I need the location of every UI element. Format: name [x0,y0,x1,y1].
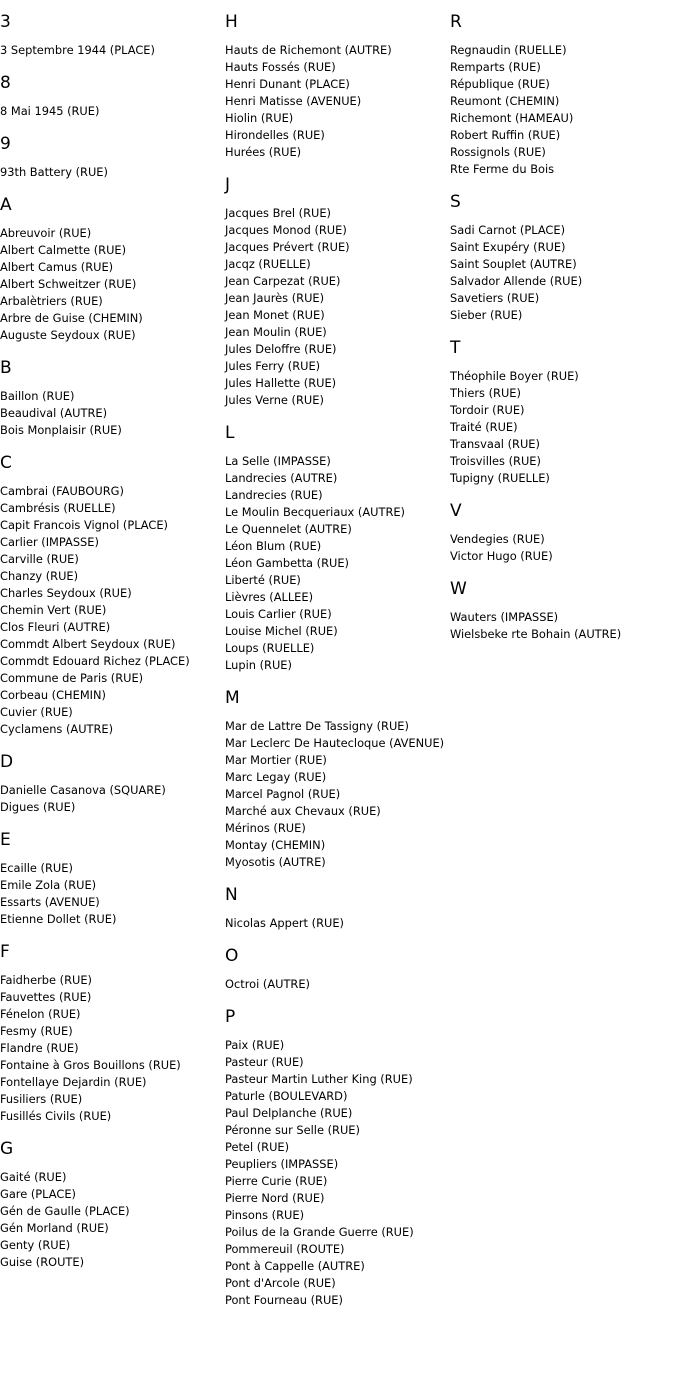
street-link[interactable]: Albert Calmette (RUE) [0,243,127,257]
letter-section [0,195,222,344]
letter-section [450,192,672,324]
street-link[interactable]: Fusillés Civils (RUE) [0,1109,112,1123]
letter-section [225,885,447,932]
street-link[interactable]: Pont à Cappelle (AUTRE) [225,1259,365,1273]
street-link[interactable]: Gare (PLACE) [0,1187,76,1201]
street-link[interactable]: Guise (ROUTE) [0,1255,85,1269]
letter-heading: V [450,501,462,521]
letter-section [0,942,222,1125]
street-link[interactable]: Mérinos (RUE) [225,821,306,835]
street-link[interactable]: Robert Ruffin (RUE) [450,128,561,142]
street-link[interactable]: Saint Exupéry (RUE) [450,240,566,254]
letter-heading: E [0,830,11,850]
street-link[interactable]: Jean Moulin (RUE) [225,325,327,339]
letter-heading: H [225,12,238,32]
street-link[interactable]: Jules Deloffre (RUE) [225,342,337,356]
street-link[interactable]: Louise Michel (RUE) [225,624,338,638]
letter-section [0,830,222,928]
letter-heading: M [225,688,240,708]
street-link[interactable]: Saint Souplet (AUTRE) [450,257,577,271]
street-link[interactable]: Auguste Seydoux (RUE) [0,328,136,342]
street-link[interactable]: Hauts de Richemont (AUTRE) [225,43,392,57]
street-link[interactable]: Cuvier (RUE) [0,705,73,719]
street-index-column-1 [0,0,222,1285]
street-link[interactable]: Beaudival (AUTRE) [0,406,108,420]
street-link[interactable]: Wielsbeke rte Bohain (AUTRE) [450,627,622,641]
street-link[interactable]: Fontaine à Gros Bouillons (RUE) [0,1058,181,1072]
street-link[interactable]: Paul Delplanche (RUE) [225,1106,353,1120]
street-link[interactable]: Hirondelles (RUE) [225,128,325,142]
street-link[interactable]: Essarts (AVENUE) [0,895,100,909]
street-link[interactable]: Rossignols (RUE) [450,145,546,159]
street-link[interactable]: Théophile Boyer (RUE) [450,369,579,383]
street-list [450,609,672,643]
street-list [225,453,447,674]
letter-section [0,134,222,181]
street-link[interactable]: Poilus de la Grande Guerre (RUE) [225,1225,414,1239]
street-link[interactable]: Arbre de Guise (CHEMIN) [0,311,143,325]
street-link[interactable]: Abreuvoir (RUE) [0,226,92,240]
letter-heading: B [0,358,12,378]
street-link[interactable]: Arbalètriers (RUE) [0,294,103,308]
street-list [450,531,672,565]
street-list [225,718,447,871]
street-link[interactable]: Pierre Curie (RUE) [225,1174,328,1188]
letter-section [450,579,672,643]
street-link[interactable]: Carville (RUE) [0,552,79,566]
street-list [0,164,222,181]
street-link[interactable]: Nicolas Appert (RUE) [225,916,344,930]
street-link[interactable]: Hurées (RUE) [225,145,302,159]
street-list [450,368,672,487]
street-link[interactable]: Fauvettes (RUE) [0,990,92,1004]
street-list [225,42,447,161]
street-link[interactable]: Cyclamens (AUTRE) [0,722,114,736]
street-list [450,42,672,178]
letter-heading: 9 [0,134,11,154]
street-link[interactable]: Troisvilles (RUE) [450,454,541,468]
street-link[interactable]: Bois Monplaisir (RUE) [0,423,122,437]
street-link[interactable]: Transvaal (RUE) [450,437,540,451]
street-link[interactable]: Gén Morland (RUE) [0,1221,109,1235]
letter-section [0,73,222,120]
street-link[interactable]: Léon Blum (RUE) [225,539,322,553]
street-link[interactable]: Fesmy (RUE) [0,1024,73,1038]
letter-heading: 8 [0,73,11,93]
street-list [225,1037,447,1309]
street-link[interactable]: Remparts (RUE) [450,60,541,74]
street-link[interactable]: Albert Schweitzer (RUE) [0,277,137,291]
street-link[interactable]: Sadi Carnot (PLACE) [450,223,566,237]
street-list [450,222,672,324]
street-link[interactable]: Commdt Albert Seydoux (RUE) [0,637,176,651]
street-link[interactable]: Paturle (BOULEVARD) [225,1089,348,1103]
street-link[interactable]: Digues (RUE) [0,800,76,814]
street-link[interactable]: Fénelon (RUE) [0,1007,81,1021]
street-link[interactable]: Jean Jaurès (RUE) [225,291,325,305]
letter-heading: W [450,579,467,599]
street-link[interactable]: Fusiliers (RUE) [0,1092,83,1106]
letter-section [225,423,447,674]
letter-heading: D [0,752,14,772]
street-link[interactable]: Albert Camus (RUE) [0,260,114,274]
letter-heading: P [225,1007,236,1027]
street-link[interactable]: Cambrésis (RUELLE) [0,501,116,515]
street-link[interactable]: 3 Septembre 1944 (PLACE) [0,43,155,57]
street-link[interactable]: Mar de Lattre De Tassigny (RUE) [225,719,409,733]
street-link[interactable]: Vendegies (RUE) [450,532,545,546]
letter-section [0,752,222,816]
letter-heading: O [225,946,239,966]
street-link[interactable]: Pinsons (RUE) [225,1208,305,1222]
street-list [225,976,447,993]
street-link[interactable]: Hauts Fossés (RUE) [225,60,336,74]
street-link[interactable]: Emile Zola (RUE) [0,878,97,892]
street-link[interactable]: Etienne Dollet (RUE) [0,912,117,926]
street-list [225,205,447,409]
letter-heading: S [450,192,461,212]
street-link[interactable]: Cambrai (FAUBOURG) [0,484,124,498]
street-link[interactable]: Octroi (AUTRE) [225,977,310,991]
street-link[interactable]: Chemin Vert (RUE) [0,603,107,617]
street-link[interactable]: Gaité (RUE) [0,1170,67,1184]
street-link[interactable]: Pommereuil (ROUTE) [225,1242,345,1256]
letter-section [0,12,222,59]
street-link[interactable]: Genty (RUE) [0,1238,71,1252]
street-link[interactable]: Jean Carpezat (RUE) [225,274,341,288]
street-list [0,860,222,928]
letter-heading: C [0,453,12,473]
street-link[interactable]: Liberté (RUE) [225,573,301,587]
street-link[interactable]: Landrecies (AUTRE) [225,471,338,485]
street-link[interactable]: Rte Ferme du Bois [450,162,555,176]
letter-section [450,12,672,178]
street-link[interactable]: Montay (CHEMIN) [225,838,326,852]
letter-heading: F [0,942,10,962]
street-link[interactable]: Carlier (IMPASSE) [0,535,99,549]
street-index-column-3 [450,0,672,657]
street-link[interactable]: Reumont (CHEMIN) [450,94,560,108]
street-link[interactable]: 8 Mai 1945 (RUE) [0,104,100,118]
street-link[interactable]: Hiolin (RUE) [225,111,294,125]
street-list [0,782,222,816]
street-link[interactable]: Flandre (RUE) [0,1041,79,1055]
street-link[interactable]: Jacques Monod (RUE) [225,223,347,237]
letter-heading: G [0,1139,14,1159]
letter-heading: R [450,12,462,32]
street-link[interactable]: Le Quennelet (AUTRE) [225,522,352,536]
street-link[interactable]: Traité (RUE) [450,420,518,434]
letter-heading: J [225,175,231,195]
letter-section [0,358,222,439]
street-link[interactable]: Capit Francois Vignol (PLACE) [0,518,168,532]
street-link[interactable]: Jules Hallette (RUE) [225,376,337,390]
letter-section [225,946,447,993]
street-link[interactable]: Fontellaye Dejardin (RUE) [0,1075,147,1089]
letter-section [225,688,447,871]
street-link[interactable]: Corbeau (CHEMIN) [0,688,106,702]
street-link[interactable]: Charles Seydoux (RUE) [0,586,132,600]
street-link[interactable]: Wauters (IMPASSE) [450,610,559,624]
letter-heading: N [225,885,238,905]
letter-heading: L [225,423,235,443]
street-link[interactable]: 93th Battery (RUE) [0,165,108,179]
street-link[interactable]: Lupin (RUE) [225,658,292,672]
street-list [0,972,222,1125]
street-link[interactable]: Louis Carlier (RUE) [225,607,332,621]
street-list [0,483,222,738]
street-link[interactable]: Jean Monet (RUE) [225,308,325,322]
street-link[interactable]: Baillon (RUE) [0,389,75,403]
street-link[interactable]: Pasteur Martin Luther King (RUE) [225,1072,413,1086]
street-link[interactable]: Commdt Edouard Richez (PLACE) [0,654,190,668]
street-link[interactable]: Loups (RUELLE) [225,641,315,655]
street-link[interactable]: Jacques Prévert (RUE) [225,240,350,254]
street-link[interactable]: Sieber (RUE) [450,308,523,322]
street-list [0,388,222,439]
street-link[interactable]: Gén de Gaulle (PLACE) [0,1204,130,1218]
street-link[interactable]: Marché aux Chevaux (RUE) [225,804,381,818]
street-link[interactable]: Henri Dunant (PLACE) [225,77,350,91]
letter-section [450,501,672,565]
street-list [0,1169,222,1271]
street-link[interactable]: Le Moulin Becqueriaux (AUTRE) [225,505,405,519]
street-link[interactable]: Mar Leclerc De Hautecloque (AVENUE) [225,736,445,750]
street-link[interactable]: Richemont (HAMEAU) [450,111,574,125]
street-link[interactable]: Mar Mortier (RUE) [225,753,327,767]
street-link[interactable]: Regnaudin (RUELLE) [450,43,567,57]
street-index-column-2 [225,0,447,1323]
street-link[interactable]: Peupliers (IMPASSE) [225,1157,339,1171]
street-link[interactable]: Tordoir (RUE) [450,403,525,417]
street-link[interactable]: Tupigny (RUELLE) [450,471,550,485]
street-link[interactable]: Ecaille (RUE) [0,861,73,875]
street-link[interactable]: République (RUE) [450,77,550,91]
letter-heading: T [450,338,461,358]
street-link[interactable]: Commune de Paris (RUE) [0,671,144,685]
street-link[interactable]: Thiers (RUE) [450,386,521,400]
street-link[interactable]: Paix (RUE) [225,1038,285,1052]
letter-section [225,12,447,161]
street-link[interactable]: Jacqz (RUELLE) [225,257,311,271]
street-list [0,42,222,59]
street-link[interactable]: Marc Legay (RUE) [225,770,327,784]
street-link[interactable]: Danielle Casanova (SQUARE) [0,783,166,797]
street-link[interactable]: Chanzy (RUE) [0,569,79,583]
street-link[interactable]: Clos Fleuri (AUTRE) [0,620,111,634]
street-link[interactable]: Victor Hugo (RUE) [450,549,553,563]
letter-section [0,1139,222,1271]
letter-heading: A [0,195,12,215]
street-link[interactable]: Léon Gambetta (RUE) [225,556,349,570]
street-link[interactable]: Marcel Pagnol (RUE) [225,787,341,801]
street-link[interactable]: Lièvres (ALLEE) [225,590,314,604]
street-link[interactable]: La Selle (IMPASSE) [225,454,331,468]
street-link[interactable]: Jacques Brel (RUE) [225,206,331,220]
letter-heading: 3 [0,12,11,32]
street-link[interactable]: Myosotis (AUTRE) [225,855,326,869]
street-link[interactable]: Savetiers (RUE) [450,291,540,305]
letter-section [0,453,222,738]
letter-section [225,175,447,409]
street-link[interactable]: Jules Ferry (RUE) [225,359,321,373]
street-list [0,103,222,120]
street-link[interactable]: Péronne sur Selle (RUE) [225,1123,360,1137]
street-link[interactable]: Pont d'Arcole (RUE) [225,1276,336,1290]
letter-section [225,1007,447,1309]
street-link[interactable]: Landrecies (RUE) [225,488,323,502]
street-link[interactable]: Salvador Allende (RUE) [450,274,583,288]
street-link[interactable]: Pasteur (RUE) [225,1055,304,1069]
street-link[interactable]: Henri Matisse (AVENUE) [225,94,362,108]
street-link[interactable]: Jules Verne (RUE) [225,393,324,407]
street-link[interactable]: Pierre Nord (RUE) [225,1191,325,1205]
street-list [0,225,222,344]
street-link[interactable]: Petel (RUE) [225,1140,290,1154]
street-list [225,915,447,932]
street-link[interactable]: Faidherbe (RUE) [0,973,92,987]
street-link[interactable]: Pont Fourneau (RUE) [225,1293,343,1307]
letter-section [450,338,672,487]
